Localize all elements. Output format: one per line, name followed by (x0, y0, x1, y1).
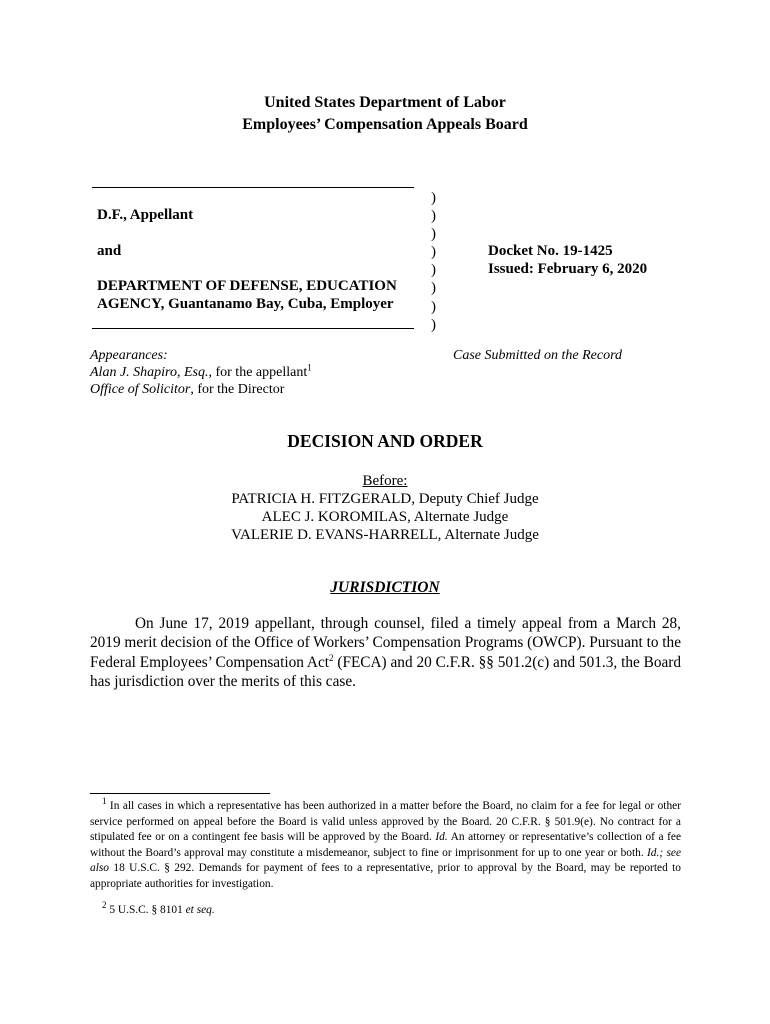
issued-date: Issued: February 6, 2020 (488, 261, 648, 277)
jurisdiction-heading-text: JURISDICTION (330, 579, 440, 596)
caption-and: and (97, 243, 122, 259)
board-title: Employees’ Compensation Appeals Board (242, 116, 528, 133)
case-submitted-status: Case Submitted on the Record (453, 348, 623, 363)
caption-paren: ) (431, 316, 436, 333)
caption-top-rule (92, 187, 414, 188)
footnote-ref-2: 2 (329, 652, 334, 663)
caption-paren: ) (431, 298, 436, 315)
agency-title: United States Department of Labor (264, 94, 506, 111)
footnote-separator (90, 793, 270, 794)
caption-paren: ) (431, 280, 436, 297)
jurisdiction-heading (0, 579, 770, 597)
caption-paren: ) (431, 190, 436, 206)
footnote-citation: Id.; see also (90, 846, 681, 875)
director-counsel (90, 382, 284, 398)
footnote-2 (90, 900, 681, 919)
docket-number: Docket No. 19-1425 (488, 243, 613, 259)
footnote-number: 1 (102, 796, 107, 807)
jurisdiction-paragraph (90, 614, 681, 692)
director-counsel-role: , for the Director (190, 382, 285, 397)
decision-title: DECISION AND ORDER (287, 431, 483, 451)
caption-paren: ) (431, 226, 436, 243)
before-label-text: Before: (362, 473, 408, 489)
footnote-text: An attorney or representative’s collection of a fee without the Board’s approval may constitute a misdemeanor, subject to fine or imprisonment for up to one year or both. (90, 831, 682, 859)
footnote-citation: et seq. (185, 904, 215, 916)
footnote-text: 18 U.S.C. § 292. Demands for payment of fees to a representative, prior to approval by the Board, may be reported to appropriate authorities for investigation. (90, 862, 681, 890)
footnote-ref-1: 1 (307, 362, 312, 373)
caption-paren: ) (431, 262, 436, 279)
appearances-label: Appearances: (90, 348, 168, 363)
appellant-counsel-role: , for the appellant (208, 365, 308, 380)
before-label (0, 473, 770, 490)
appellant-counsel-name: Alan J. Shapiro, Esq. (90, 365, 209, 380)
footnote-1 (90, 796, 682, 893)
employer-line-2: AGENCY, Guantanamo Bay, Cuba, Employer (97, 296, 394, 312)
employer-line-1: DEPARTMENT OF DEFENSE, EDUCATION (97, 278, 397, 294)
footnote-text: In all cases in which a representative has been authorized in a matter before the Board, no claim for a fee for legal or other service performed on appeal before the Board is valid unless approved by the Board. 20 C.F.R. § 501.9(e). No contract for a stipulated fee or on a contingent fee basis will be approved by the Board. (90, 800, 681, 844)
jurisdiction-text-1: On June 17, 2019 appellant, through counsel, filed a timely appeal from a March 28, 2019 merit decision of the Office of Workers’ Compensation Programs (OWCP). Pursuant to the Federal Employees’ Compensation Act (90, 615, 681, 671)
footnote-citation: Id. (435, 831, 448, 844)
appellant-counsel (90, 362, 312, 381)
appellant-name: D.F., Appellant (97, 207, 194, 223)
caption-paren: ) (431, 208, 436, 225)
caption-paren: ) (431, 244, 436, 261)
director-counsel-name: Office of Solicitor (90, 382, 191, 397)
footnote-number: 2 (102, 900, 107, 911)
judge-line: ALEC J. KOROMILAS, Alternate Judge (261, 509, 509, 525)
judge-line: PATRICIA H. FITZGERALD, Deputy Chief Judge (231, 491, 539, 507)
caption-bottom-rule (92, 328, 414, 329)
footnote-text: 5 U.S.C. § 8101 (109, 904, 186, 916)
jurisdiction-text-2: (FECA) and 20 C.F.R. §§ 501.2(c) and 501.3, the Board has jurisdiction over the merits of this case. (90, 653, 682, 691)
caption-parenthesis-column (431, 189, 436, 334)
judge-line: VALERIE D. EVANS-HARRELL, Alternate Judge (231, 527, 539, 543)
